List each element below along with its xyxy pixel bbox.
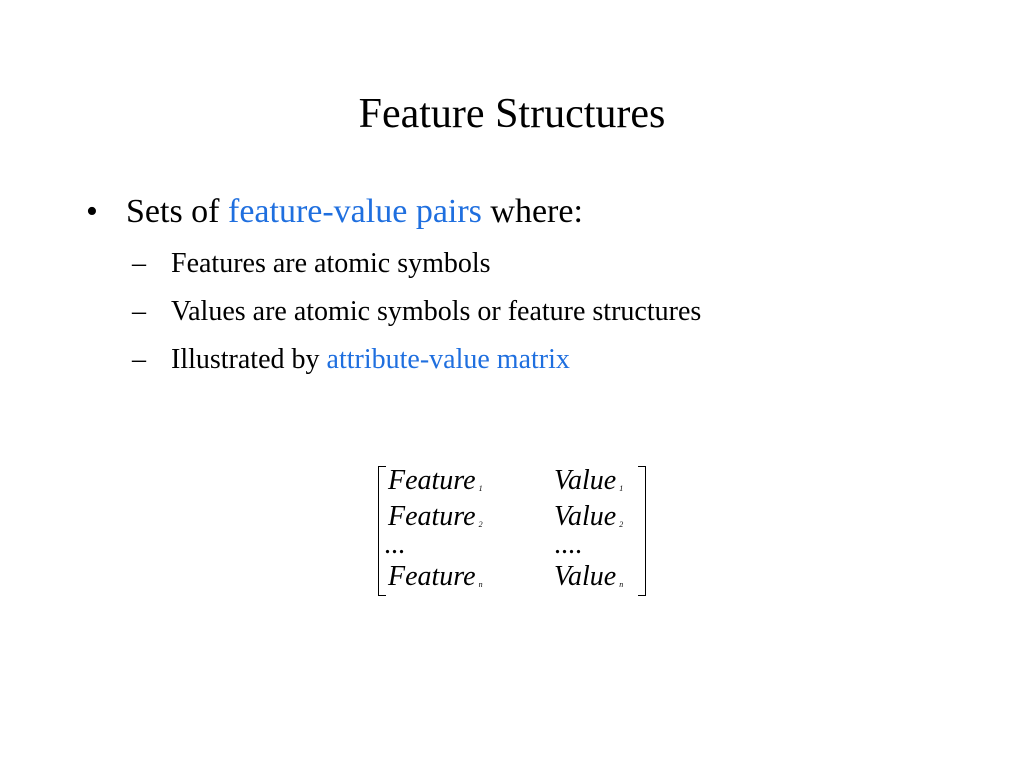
slide-title: Feature Structures (358, 91, 666, 137)
sub-bullet-list (132, 240, 986, 384)
matrix-row (378, 560, 646, 594)
sub-bullet-text: Values are atomic symbols or feature structures (171, 296, 702, 327)
matrix-value-name: Value (554, 561, 617, 592)
matrix-feature-subscript: 2 (478, 520, 483, 529)
bullet-marker: • (86, 193, 98, 230)
sub-bullet-item (132, 336, 986, 384)
matrix-row (378, 528, 646, 562)
sub-bullet-text: Illustrated by (171, 344, 327, 375)
matrix-value-name: Value (554, 465, 617, 496)
matrix-feature (388, 560, 483, 602)
matrix-feature-name: Feature (388, 465, 476, 496)
sub-bullet-marker: – (132, 344, 146, 375)
sub-bullet-marker: – (132, 248, 146, 279)
matrix-feature-name: Feature (388, 501, 476, 532)
sub-bullet-item (132, 288, 986, 336)
matrix-value-subscript: 1 (619, 484, 624, 493)
bullet-text: Sets of (126, 193, 228, 230)
matrix-value-subscript: n (619, 580, 624, 589)
bullet-list (86, 190, 986, 384)
matrix-feature-subscript: n (478, 580, 483, 589)
bullet-highlight: feature-value pairs (228, 193, 482, 230)
attribute-value-matrix (378, 462, 646, 596)
matrix-value-name: Value (554, 501, 617, 532)
sub-bullet-text: Features are atomic symbols (171, 248, 491, 279)
matrix-ellipsis: ... (384, 529, 405, 560)
matrix-row (378, 464, 646, 498)
sub-bullet-highlight: attribute-value matrix (326, 344, 570, 375)
matrix-value-subscript: 2 (619, 520, 624, 529)
bullet-item (86, 190, 986, 234)
matrix-ellipsis: .... (554, 529, 582, 560)
matrix-feature-subscript: 1 (478, 484, 483, 493)
matrix-value (554, 560, 623, 602)
sub-bullet-item (132, 240, 986, 288)
matrix-feature-name: Feature (388, 561, 476, 592)
sub-bullet-marker: – (132, 296, 146, 327)
bullet-text-after: where: (481, 193, 583, 230)
